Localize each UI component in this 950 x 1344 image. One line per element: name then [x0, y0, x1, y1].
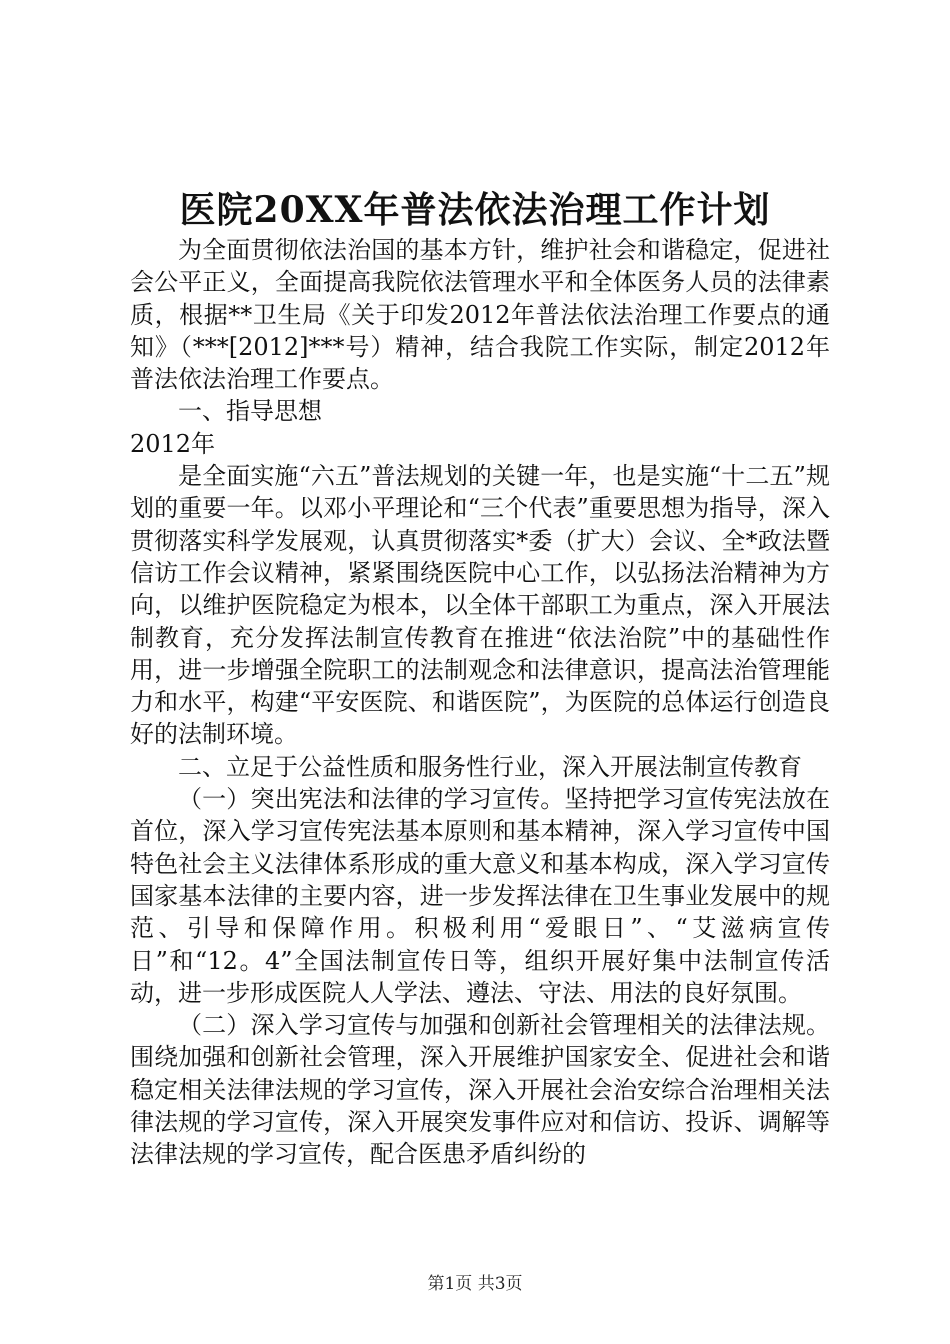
section-heading-2: 二、立足于公益性质和服务性行业，深入开展法制宣传教育 [178, 752, 802, 781]
subsection-2-paragraph: （二）深入学习宣传与加强和创新社会管理相关的法律法规。围绕加强和创新社会管理，深入开展维护国家安全、促进社会和谐稳定相关法律法规的学习宣传，深入开展社会治安综合治理相关法律法规的学习宣传，深入开展突发事件应对和信访、投诉、调解等法律法规的学习宣传，配合医患矛盾纠纷的 [130, 1011, 830, 1169]
year-line: 2012年 [130, 429, 216, 458]
guiding-thought-paragraph: 是全面实施“六五”普法规划的关键一年，也是实施“十二五”规划的重要一年。以邓小平理论和“三个代表”重要思想为指导，深入贯彻落实科学发展观，认真贯彻落实*委（扩大）会议、全*政法暨信访工作会议精神，紧紧围绕医院中心工作，以弘扬法治精神为方向，以维护医院稳定为根本，以全体干部职工为重点，深入开展法制教育，充分发挥法制宣传教育在推进“依法治院”中的基础性作用，进一步增强全院职工的法制观念和法律意识，提高法治管理能力和水平，构建“平安医院、和谐医院”，为医院的总体运行创造良好的法制环境。 [130, 462, 830, 749]
document-body [130, 234, 830, 1171]
page-footer: 第1页 共3页 [427, 1274, 523, 1294]
intro-paragraph: 为全面贯彻依法治国的基本方针，维护社会和谐稳定，促进社会公平正义，全面提高我院依法管理水平和全体医务人员的法律素质，根据**卫生局《关于印发2012年普法依法治理工作要点的通知》（***[2012]***号）精神，结合我院工作实际，制定2012年普法依法治理工作要点。 [130, 236, 830, 394]
document-title: 医院20XX年普法依法治理工作计划 [179, 189, 771, 231]
subsection-1-paragraph: （一）突出宪法和法律的学习宣传。坚持把学习宣传宪法放在首位，深入学习宣传宪法基本原则和基本精神，深入学习宣传中国特色社会主义法律体系形成的重大意义和基本构成，深入学习宣传国家基本法律的主要内容，进一步发挥法律在卫生事业发展中的规范、引导和保障作用。积极利用“爱眼日”、“艾滋病宣传日”和“12。4”全国法制宣传日等，组织开展好集中法制宣传活动，进一步形成医院人人学法、遵法、守法、用法的良好氛围。 [130, 785, 830, 1007]
section-heading-1: 一、指导思想 [178, 397, 322, 426]
